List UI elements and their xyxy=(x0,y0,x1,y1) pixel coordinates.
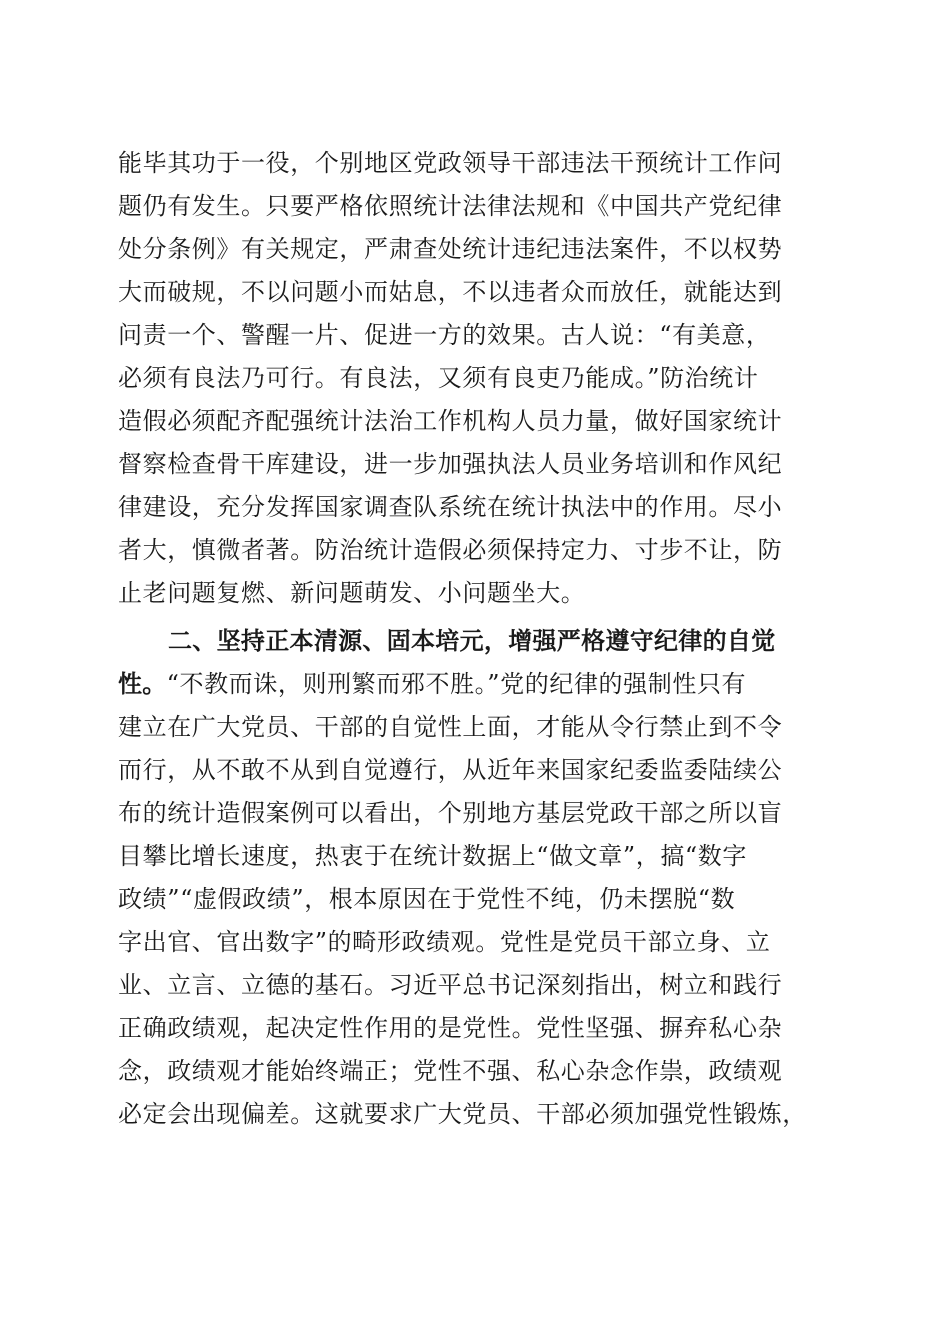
text-line: 政绩”“虚假政绩”，根本原因在于党性不纯，仍未摆脱“数 xyxy=(118,885,736,913)
text-line: 律建设，充分发挥国家调查队系统在统计执法中的作用。尽小 xyxy=(118,493,783,521)
text-line: 督察检查骨干库建设，进一步加强执法人员业务培训和作风纪 xyxy=(118,450,783,478)
section-heading: 二、坚持正本清源、固本培元，增强严格遵守纪律的自觉 xyxy=(168,627,776,655)
text-line xyxy=(118,666,746,702)
text-line: 目攀比增长速度，热衷于在统计数据上“做文章”，搞“数字 xyxy=(118,842,748,870)
text-line: 能毕其功于一役，个别地区党政领导干部违法干预统计工作问 xyxy=(118,149,783,177)
text-line: 处分条例》有关规定，严肃查处统计违纪违法案件，不以权势 xyxy=(118,235,783,263)
section-heading-end: 性。 xyxy=(118,670,167,698)
paragraph-text: “不教而诛，则刑繁而邪不胜。”党的纪律的强制性只有 xyxy=(166,670,747,698)
text-line: 念，政绩观才能始终端正；党性不强、私心杂念作祟，政绩观 xyxy=(118,1057,783,1085)
text-line: 者大，慎微者著。防治统计造假必须保持定力、寸步不让，防 xyxy=(118,536,783,564)
text-line: 造假必须配齐配强统计法治工作机构人员力量，做好国家统计 xyxy=(118,407,783,435)
text-line: 大而破规，不以问题小而姑息，不以违者众而放任，就能达到 xyxy=(118,278,783,306)
text-line: 建立在广大党员、干部的自觉性上面，才能从令行禁止到不令 xyxy=(118,713,783,741)
text-line: 正确政绩观，起决定性作用的是党性。党性坚强、摒弃私心杂 xyxy=(118,1014,783,1042)
text-line: 问责一个、警醒一片、促进一方的效果。古人说：“有美意， xyxy=(118,321,771,349)
text-line: 题仍有发生。只要严格依照统计法律法规和《中国共产党纪律 xyxy=(118,192,783,220)
text-line: 止老问题复燃、新问题萌发、小问题坐大。 xyxy=(118,579,586,607)
text-line: 而行，从不敢不从到自觉遵行，从近年来国家纪委监委陆续公 xyxy=(118,756,783,784)
section-heading-line xyxy=(168,623,776,659)
text-line: 布的统计造假案例可以看出，个别地方基层党政干部之所以盲 xyxy=(118,799,783,827)
text-line: 业、立言、立德的基石。习近平总书记深刻指出，树立和践行 xyxy=(118,971,783,999)
text-line: 必定会出现偏差。这就要求广大党员、干部必须加强党性锻炼， xyxy=(118,1100,807,1128)
text-line: 必须有良法乃可行。有良法，又须有良吏乃能成。”防治统计 xyxy=(118,364,759,392)
text-line: 字出官、官出数字”的畸形政绩观。党性是党员干部立身、立 xyxy=(118,928,771,956)
